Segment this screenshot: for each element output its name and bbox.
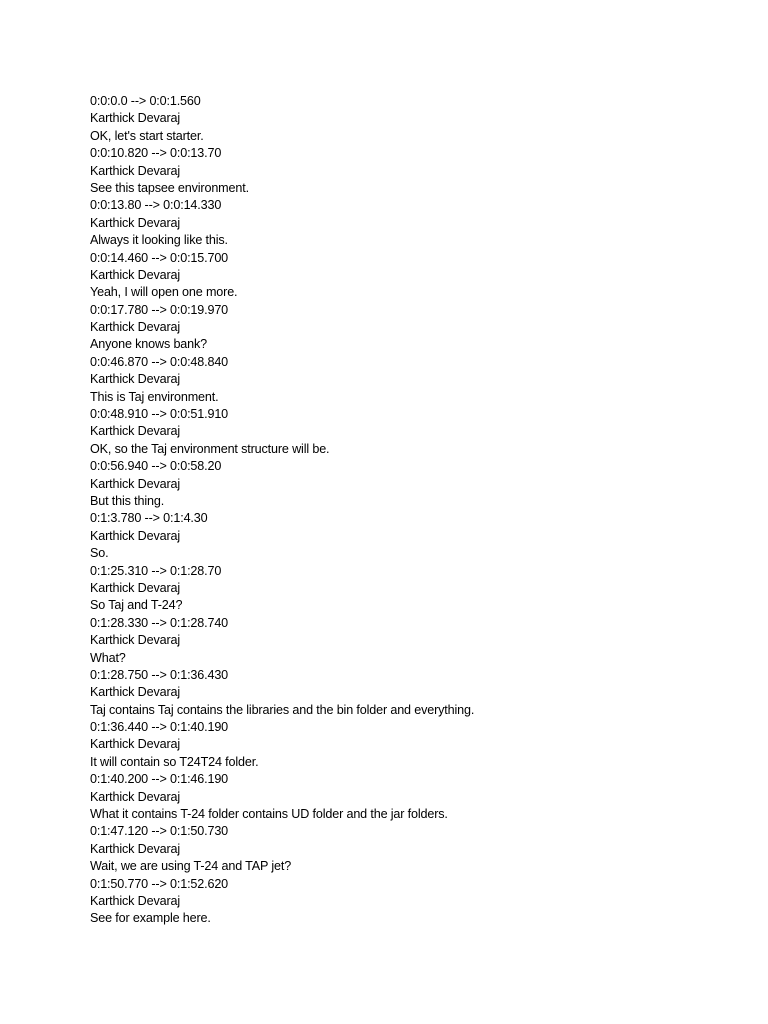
utterance-text: Always it looking like this. (90, 233, 228, 248)
speaker-name: Karthick Devaraj (90, 893, 180, 908)
timestamp: 0:0:0.0 --> 0:0:1.560 (90, 94, 201, 108)
speaker-name: Karthick Devaraj (90, 580, 180, 595)
speaker-name: Karthick Devaraj (90, 633, 180, 648)
timestamp: 0:1:50.770 --> 0:1:52.620 (90, 876, 229, 891)
speaker-name: Karthick Devaraj (90, 163, 180, 178)
utterance-text: What it contains T-24 folder contains UD folder and the jar folders. (90, 807, 448, 822)
speaker-name: Karthick Devaraj (90, 111, 180, 126)
speaker-name: Karthick Devaraj (90, 737, 180, 752)
timestamp: 0:1:36.440 --> 0:1:40.190 (90, 720, 229, 735)
timestamp: 0:0:14.460 --> 0:0:15.700 (90, 250, 229, 265)
timestamp: 0:1:28.750 --> 0:1:36.430 (90, 667, 229, 682)
speaker-name: Karthick Devaraj (90, 789, 180, 804)
utterance-text: See for example here. (90, 911, 211, 926)
utterance-text: It will contain so T24T24 folder. (90, 754, 259, 769)
speaker-name: Karthick Devaraj (90, 267, 180, 282)
speaker-name: Karthick Devaraj (90, 320, 180, 335)
utterance-text: OK, so the Taj environment structure will be. (90, 441, 330, 456)
utterance-text: This is Taj environment. (90, 389, 219, 404)
timestamp: 0:0:10.820 --> 0:0:13.70 (90, 146, 222, 161)
speaker-name: Karthick Devaraj (90, 528, 180, 543)
timestamp: 0:1:40.200 --> 0:1:46.190 (90, 772, 229, 787)
speaker-name: Karthick Devaraj (90, 685, 180, 700)
timestamp: 0:1:47.120 --> 0:1:50.730 (90, 824, 229, 839)
timestamp: 0:0:13.80 --> 0:0:14.330 (90, 198, 222, 213)
utterance-text: But this thing. (90, 493, 165, 508)
utterance-text: What? (90, 650, 126, 665)
timestamp: 0:1:3.780 --> 0:1:4.30 (90, 511, 208, 526)
timestamp: 0:0:17.780 --> 0:0:19.970 (90, 302, 229, 317)
utterance-text: See this tapsee environment. (90, 180, 249, 195)
speaker-name: Karthick Devaraj (90, 476, 180, 491)
timestamp: 0:1:28.330 --> 0:1:28.740 (90, 615, 229, 630)
timestamp: 0:1:25.310 --> 0:1:28.70 (90, 563, 222, 578)
timestamp: 0:0:46.870 --> 0:0:48.840 (90, 354, 229, 369)
speaker-name: Karthick Devaraj (90, 424, 180, 439)
utterance-text: Yeah, I will open one more. (90, 285, 238, 300)
utterance-text: OK, let's start starter. (90, 128, 204, 143)
timestamp: 0:0:56.940 --> 0:0:58.20 (90, 459, 222, 474)
utterance-text: Taj contains Taj contains the libraries and the bin folder and everything. (90, 702, 475, 717)
utterance-text: Anyone knows bank? (90, 337, 208, 352)
speaker-name: Karthick Devaraj (90, 372, 180, 387)
utterance-text: So. (90, 546, 109, 561)
utterance-text: So Taj and T-24? (90, 598, 183, 613)
speaker-name: Karthick Devaraj (90, 841, 180, 856)
transcript (90, 93, 730, 928)
speaker-name: Karthick Devaraj (90, 215, 180, 230)
timestamp: 0:0:48.910 --> 0:0:51.910 (90, 407, 229, 422)
utterance-text: Wait, we are using T-24 and TAP jet? (90, 859, 292, 874)
